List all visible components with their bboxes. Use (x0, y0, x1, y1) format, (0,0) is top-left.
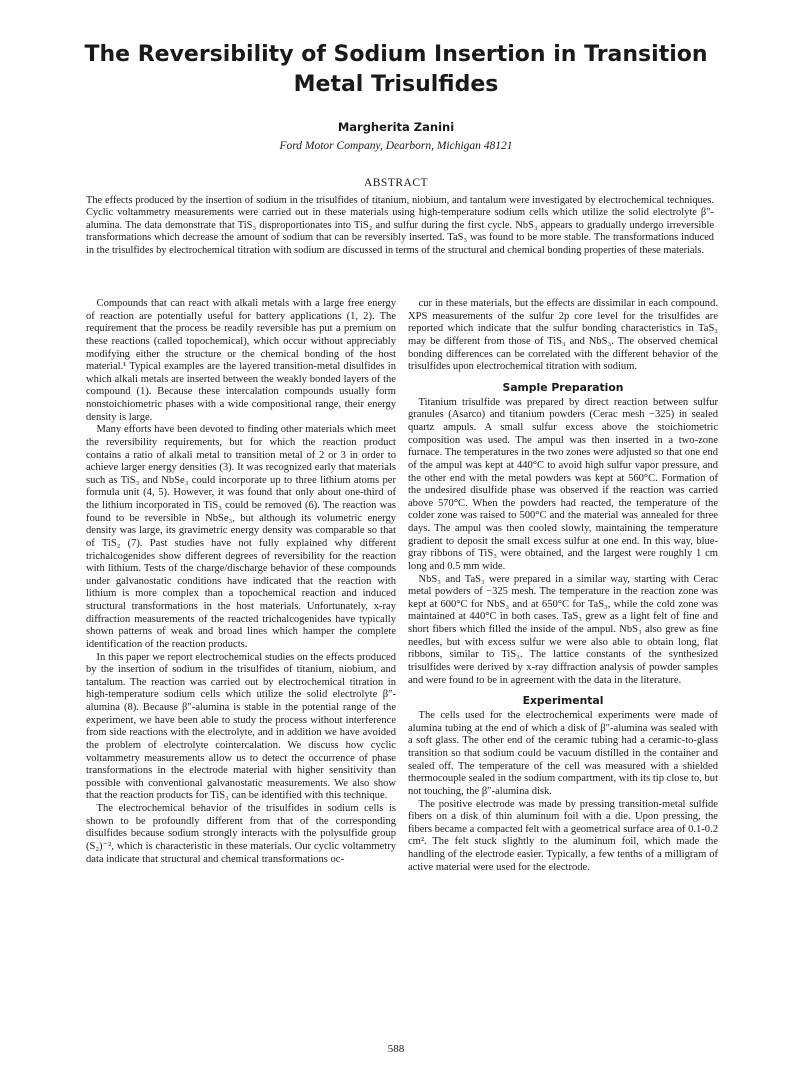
paper-title: The Reversibility of Sodium Insertion in Transition Metal Trisulfides (84, 42, 708, 97)
abstract-text: The effects produced by the insertion of sodium in the trisulfides of titanium, niobium, and tantalum were investigated by electrochemical techniques. Cyclic voltammetry measurements were carried out in these materials using high-temperature sodium cells which utilize the solid electrolyte β″-alumina. The data demonstrate that TiS₃ disproportionates into TiS₂ and sulfur during the first cycle. NbS₃ appears to gradually undergo irreversible transformations which decrease the amount of sodium that can be reversibly inserted. TaS₃ was found to be more stable. The transformations induced in the trisulfides by electrochemical titration with sodium are discussed in terms of the structural and chemical bonding properties of these materials. (86, 195, 714, 256)
body-paragraph: The positive electrode was made by pressing transition-metal sulfide fibers on a disk of thin aluminum foil with a die. Upon pressing, the fibers became a compacted felt with a geometrical surface area of 0.1-0.2 cm². The felt stuck slightly to the aluminum foil, which made the handling of the electrode easier. Typically, a few tenths of a milligram of active material were used for the electrode. (408, 798, 718, 873)
section-heading-sample-preparation: Sample Preparation (502, 380, 624, 394)
body-paragraph: Many efforts have been devoted to finding other materials which meet the reversibility requirements, but for which the reaction product contains a ratio of alkali metal to transition metal of 2 or 3 in order to achieve larger energy densities (3). It was recognized early that materials such as TiS₃ and NbSe₃ could incorporate up to three lithium atoms per formula unit (4, 5). However, it was found that only about one-third of the lithium incorporated in TiS₃ could be removed (6). The reaction was found to be reversible in NbSe₃, but although its volumetric energy density was large, its gravimetric energy density was comparable so that of TiS₂ (7). Past studies have not fully explained why different trichalcogenides show different degrees of reversibility for the reaction with lithium. Tests of the charge/discharge behavior of these compounds under galvanostatic conditions have indicated that the reaction with lithium is more complex than a topochemical reaction and induced structural transformations in the host materials. Unfortunately, x-ray diffraction measurements of the reacted trichalcogenides have typically shown patterns of weak and broad lines which hamper the complete identification of the reaction products. (86, 424, 396, 650)
body-paragraph: In this paper we report electrochemical studies on the effects produced by the insertion of sodium in the trisulfides of titanium, niobium, and tantalum. The reaction was carried out by electrochemical titration in high-temperature sodium cells which utilize the solid electrolyte β″-alumina (8). Because β″-alumina is stable in the potential range of the experiment, we have been able to study the process without interference from side reactions with the electrolyte, and in addition we have avoided the problem of electrolyte cointercalation. We discuss how cyclic voltammetry measurements allow us to detect the occurrence of phase transformations in the electrode material with higher sensitivity than possible with conventional galvanostatic measurements. We also show that the reaction products for TiS₃ can be identified with this technique. (86, 651, 396, 802)
abstract-heading: ABSTRACT (363, 177, 429, 189)
right-column (408, 298, 718, 1038)
body-paragraph: The cells used for the electrochemical experiments were made of alumina tubing at the end of which a disk of β″-alumina was sealed with a soft glass. The other end of the ceramic tubing had a ceramic-to-glass transition so that sodium could be vacuum distilled in the container and sealed off. The temperature of the cell was measured with a shielded thermocouple sealed in the sodium compartment, with its tip close to, but not touching, the β″-alumina disk. (408, 710, 718, 797)
author-name: Margherita Zanini (337, 120, 455, 134)
body-paragraph: Titanium trisulfide was prepared by direct reaction between sulfur granules (Asarco) and titanium powders (Cerac mesh −325) in sealed quartz ampuls. A small sulfur excess above the stoichiometric composition was used. The ampul was then inserted in a two-zone furnace. The temperatures in the two zones were adjusted so that one end of the ampul was kept at 440°C to avoid high sulfur vapor pressure, and the other end with the metal powders was kept at 560°C. Formation of the undesired disulfide phase was observed if the reaction was carried above 570°C. When the powders had reacted, the temperature of the colder zone was raised to 500°C and the material was annealed for three days. The ampul was then cooled slowly, maintaining the temperature gradient to deposit the small excess sulfur at one end. In this way, blue-gray ribbons of TiS₃ were obtained, and the largest were roughly 1 cm long and 0.5 mm wide. (408, 396, 718, 572)
left-column (86, 298, 396, 1038)
body-paragraph: cur in these materials, but the effects are dissimilar in each compound. XPS measurements of the sulfur 2p core level for the trisulfides are reported which indicate that the sulfur bonding characteristics in TaS₃ may be different from those of TiS₃ and NbS₃. The observed chemical bonding differences can be correlated with the different behavior of the trisulfides upon electrochemical titration with sodium. (408, 298, 718, 373)
body-paragraph: Compounds that can react with alkali metals with a large free energy of reaction are potentially useful for battery applications (1, 2). The requirement that the process be readily reversible has put a premium on these reactions (called topochemical), which occur without appreciably modifying either the structure or the chemical bonding of the host material.¹ Typical examples are the layered transition-metal disulfides in which alkali metals are inserted between the weakly bonded layers of the compound (1). Because these intercalation compounds usually form nonstoichiometric phases with a wide compositional range, their energy density is large. (86, 298, 396, 423)
page-number: 588 (387, 1043, 405, 1055)
body-paragraph: NbS₃ and TaS₃ were prepared in a similar way, starting with Cerac metal powders of −325 mesh. The temperature in the reaction zone was kept at 600°C for NbS₃ and at 650°C for TaS₃, while the cold zone was maintained at 440°C in both cases. TaS₃ grew as a light felt of fine and short fibers which filled the inside of the ampul. NbS₃ also grew as fine needles, but with excess sulfur we were also able to obtain long, flat ribbons, similar to TiS₃. The lattice constants of the synthesized trisulfides were derived by x-ray diffraction analysis of powder samples and were found to be in agreement with the data in the literature. (408, 573, 718, 686)
section-heading-experimental: Experimental (522, 694, 604, 708)
author-affiliation: Ford Motor Company, Dearborn, Michigan 48121 (279, 140, 513, 152)
body-paragraph: The electrochemical behavior of the trisulfides in sodium cells is shown to be profoundly different from that of the corresponding disulfides because sodium strongly interacts with the polysulfide group (S₂)⁻², which is characteristic in these materials. Our cyclic voltammetry data indicate that structural and chemical transformations oc- (86, 803, 396, 865)
